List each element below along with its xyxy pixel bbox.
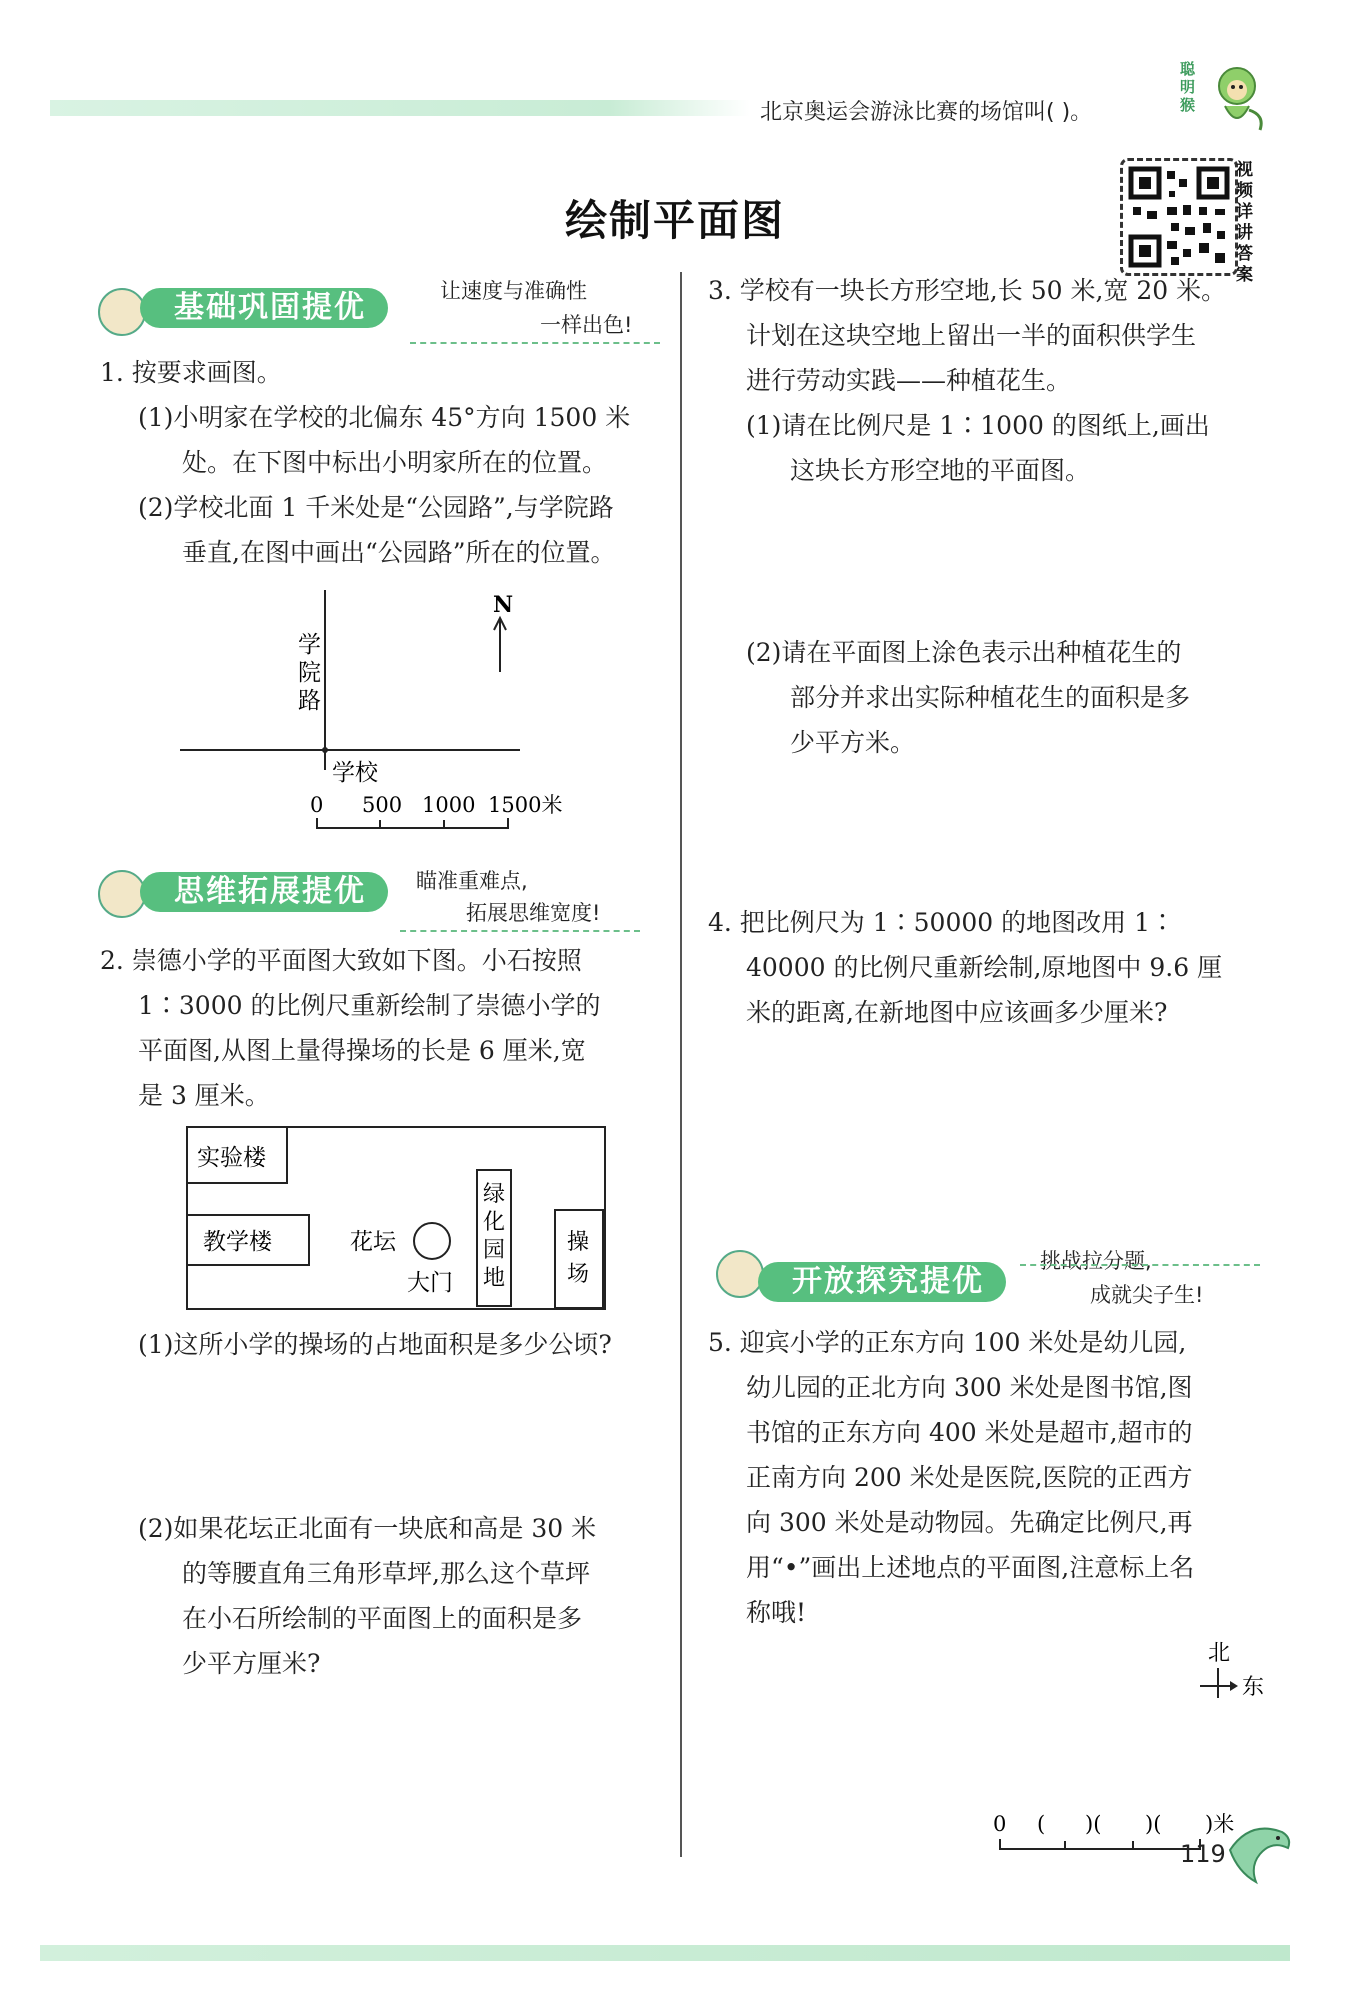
- east-arrow-icon: [1230, 1681, 1238, 1691]
- monkey-mascot-icon: [1205, 60, 1267, 136]
- section-open-banner: 开放探究提优: [758, 1262, 1006, 1302]
- q5-line1: 5. 迎宾小学的正东方向 100 米处是幼儿园,: [708, 1328, 1187, 1357]
- header-band: [50, 100, 750, 116]
- scale-0: 0: [310, 793, 324, 817]
- q2-school-plan: [185, 1125, 610, 1315]
- section-open-underline: [1020, 1264, 1260, 1266]
- compass-east-label: 东: [1242, 1675, 1265, 1700]
- field-label-2: 场: [567, 1262, 590, 1287]
- section-basic-underline: [410, 342, 660, 344]
- scale-1500: 1500米: [488, 793, 563, 817]
- scale-1000: 1000: [422, 793, 476, 817]
- section-open-note2: 成就尖子生!: [1090, 1283, 1204, 1307]
- section-thinking-underline: [400, 930, 640, 932]
- header-tagline: 北京奥运会游泳比赛的场馆叫( )。: [760, 100, 1093, 125]
- q4-line1: 4. 把比例尺为 1∶50000 的地图改用 1∶: [708, 908, 1175, 937]
- q2-sub1-text: (1)这所小学的操场的占地面积是多少公顷?: [138, 1330, 612, 1359]
- student-climber-icon: [716, 1250, 764, 1298]
- q2-sub2-line2: 的等腰直角三角形草坪,那么这个草坪: [182, 1559, 590, 1588]
- section-open-note1: 挑战拉分题,: [1040, 1249, 1152, 1273]
- lab-building-label: 实验楼: [197, 1145, 266, 1171]
- q4-line2: 40000 的比例尺重新绘制,原地图中 9.6 厘: [746, 953, 1223, 982]
- section-basic-note1: 让速度与准确性: [440, 279, 587, 303]
- page-title: 绘制平面图: [564, 196, 785, 245]
- q5-line4: 正南方向 200 米处是医院,医院的正西方: [746, 1463, 1193, 1492]
- q2-sub2-line1: (2)如果花坛正北面有一块底和高是 30 米: [138, 1514, 597, 1543]
- q1-stem: 1. 按要求画图。: [100, 358, 282, 387]
- question-2: [100, 938, 670, 1118]
- q2-line1: 2. 崇德小学的平面图大致如下图。小石按照: [100, 946, 582, 975]
- q5-scale-mid1: )(: [1085, 1812, 1102, 1836]
- q1-part2-line1: (2)学校北面 1 千米处是“公园路”,与学院路: [138, 493, 614, 522]
- student-runner-icon: [98, 870, 146, 918]
- question-1: [100, 350, 670, 575]
- compass: [1190, 1636, 1270, 1706]
- q3-sub2: [708, 630, 1298, 765]
- q1-part1-line1: (1)小明家在学校的北偏东 45°方向 1500 米: [138, 403, 631, 432]
- q3-sub2-line2: 部分并求出实际种植花生的面积是多: [790, 683, 1191, 712]
- q2-sub2-line4: 少平方厘米?: [182, 1649, 321, 1678]
- q3-line3: 进行劳动实践——种植花生。: [746, 366, 1072, 395]
- section-basic-banner: 基础巩固提优: [140, 288, 388, 328]
- section-basic-note2: 一样出色!: [540, 313, 633, 337]
- green-label-2: 化: [483, 1210, 506, 1235]
- q5-line6: 用“•”画出上述地点的平面图,注意标上名: [746, 1553, 1195, 1582]
- q5-line3: 书馆的正东方向 400 米处是超市,超市的: [746, 1418, 1193, 1447]
- qr-label: 视频详讲答案: [1236, 160, 1253, 285]
- road-label-2: 院: [298, 660, 321, 686]
- sports-field: [555, 1210, 603, 1308]
- q5-scale-0: 0: [993, 1812, 1007, 1836]
- q2-line3: 平面图,从图上量得操场的长是 6 厘米,宽: [138, 1036, 586, 1065]
- q5-scale-ticks: [1000, 1839, 1200, 1849]
- section-thinking-note2: 拓展思维宽度!: [466, 901, 601, 925]
- q2-sub2-line3: 在小石所绘制的平面图上的面积是多: [182, 1604, 583, 1633]
- green-label-3: 园: [483, 1238, 506, 1263]
- question-5: [708, 1320, 1308, 1635]
- page-number: 119: [1180, 1840, 1226, 1868]
- mascot-label: 聪明猴: [1180, 60, 1196, 114]
- green-label-4: 地: [483, 1266, 506, 1291]
- scale-bar: [317, 818, 508, 828]
- road-label-3: 路: [298, 688, 321, 714]
- q2-sub1: [138, 1322, 683, 1367]
- dolphin-icon: [1220, 1810, 1300, 1890]
- q3-sub1-line2: 这块长方形空地的平面图。: [790, 456, 1091, 485]
- question-3: [708, 268, 1298, 493]
- flower-bed: [414, 1223, 450, 1259]
- q3-line2: 计划在这块空地上留出一半的面积供学生: [746, 321, 1197, 350]
- q2-sub2: [138, 1506, 683, 1686]
- road-label-1: 学: [298, 632, 321, 658]
- q3-line1: 3. 学校有一块长方形空地,长 50 米,宽 20 米。: [708, 276, 1227, 305]
- q3-sub2-line3: 少平方米。: [790, 728, 916, 757]
- field-label-1: 操: [567, 1230, 590, 1255]
- qr-code-icon: [1120, 158, 1238, 276]
- school-point: [322, 747, 328, 753]
- q4-line3: 米的距离,在新地图中应该画多少厘米?: [746, 998, 1168, 1027]
- q1-part1-line2: 处。在下图中标出小明家所在的位置。: [182, 448, 608, 477]
- q3-sub1-line1: (1)请在比例尺是 1∶1000 的图纸上,画出: [746, 411, 1210, 440]
- q5-scale-open: (: [1037, 1812, 1046, 1836]
- q2-line4: 是 3 厘米。: [138, 1081, 270, 1110]
- q5-scale-unit: )米: [1205, 1812, 1235, 1836]
- q3-sub2-line1: (2)请在平面图上涂色表示出种植花生的: [746, 638, 1182, 667]
- question-4: [708, 900, 1298, 1035]
- scale-500: 500: [362, 793, 403, 817]
- q5-line2: 幼儿园的正北方向 300 米处是图书馆,图: [746, 1373, 1193, 1402]
- school-label: 学校: [332, 760, 378, 786]
- q5-line5: 向 300 米处是动物园。先确定比例尺,再: [746, 1508, 1193, 1537]
- gate-label: 大门: [407, 1270, 453, 1296]
- section-thinking-note1: 瞄准重难点,: [416, 869, 528, 893]
- north-label: N: [493, 592, 514, 618]
- teaching-building-label: 教学楼: [203, 1229, 272, 1255]
- footer-band: [40, 1945, 1290, 1961]
- q1-figure: [170, 580, 590, 830]
- q2-line2: 1∶3000 的比例尺重新绘制了崇德小学的: [138, 991, 601, 1020]
- green-label-1: 绿: [483, 1182, 506, 1207]
- compass-north-label: 北: [1208, 1641, 1231, 1666]
- q5-scale-mid2: )(: [1145, 1812, 1162, 1836]
- flower-bed-label: 花坛: [350, 1229, 396, 1255]
- student-skater-icon: [98, 288, 146, 336]
- section-thinking-banner: 思维拓展提优: [140, 872, 388, 912]
- q1-part2-line2: 垂直,在图中画出“公园路”所在的位置。: [182, 538, 616, 567]
- q5-line7: 称哦!: [746, 1598, 807, 1627]
